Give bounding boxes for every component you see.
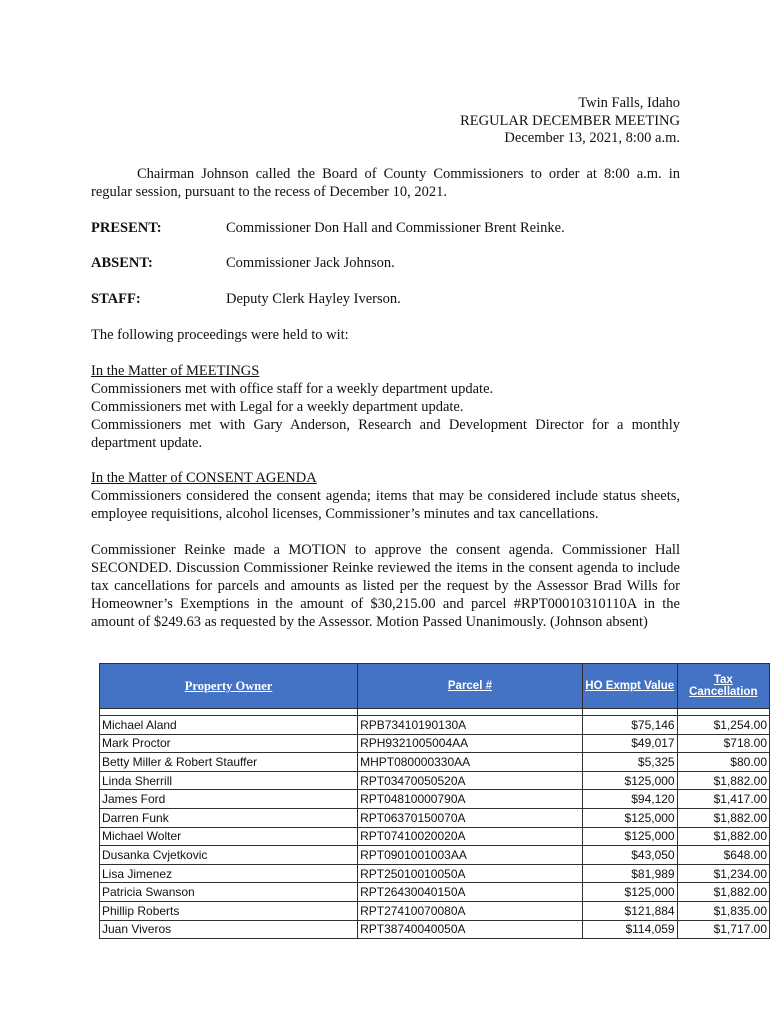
- col-header-property-owner: Property Owner: [100, 664, 358, 709]
- cell-ho-exmpt-value: $75,146: [582, 716, 677, 735]
- meetings-heading: In the Matter of MEETINGS: [91, 363, 260, 379]
- col-header-tax-cancellation: Tax Cancellation: [677, 664, 769, 709]
- absent-row: [91, 254, 395, 272]
- cell-property-owner: Lisa Jimenez: [100, 864, 358, 883]
- consent-heading: In the Matter of CONSENT AGENDA: [91, 470, 317, 486]
- cell-property-owner: Mark Proctor: [100, 734, 358, 753]
- cell-ho-exmpt-value: $49,017: [582, 734, 677, 753]
- staff-row: [91, 290, 401, 308]
- cell-ho-exmpt-value: $114,059: [582, 920, 677, 939]
- intro-paragraph: Chairman Johnson called the Board of County Commissioners to order at 8:00 a.m. in regular session, pursuant to the recess of December 10, 2021.: [91, 166, 680, 200]
- cell-ho-exmpt-value: $94,120: [582, 790, 677, 809]
- header-meeting: REGULAR DECEMBER MEETING: [460, 112, 680, 129]
- cell-tax-cancellation: $1,835.00: [677, 901, 769, 920]
- meeting-header: [460, 95, 680, 148]
- present-label: PRESENT:: [91, 220, 162, 236]
- cell-property-owner: Phillip Roberts: [100, 901, 358, 920]
- table-row: [100, 771, 770, 790]
- cell-property-owner: Patricia Swanson: [100, 883, 358, 902]
- table-header-row: [100, 664, 770, 709]
- cell-parcel: RPT03470050520A: [358, 771, 583, 790]
- table-row: [100, 827, 770, 846]
- table-spacer-row: [100, 709, 770, 716]
- cell-tax-cancellation: $1,417.00: [677, 790, 769, 809]
- cell-tax-cancellation: $1,882.00: [677, 827, 769, 846]
- table-row: [100, 846, 770, 865]
- cell-tax-cancellation: $1,882.00: [677, 883, 769, 902]
- table-row: [100, 790, 770, 809]
- meetings-section: [91, 362, 680, 452]
- cell-parcel: RPH9321005004AA: [358, 734, 583, 753]
- cell-tax-cancellation: $80.00: [677, 753, 769, 772]
- cell-ho-exmpt-value: $125,000: [582, 771, 677, 790]
- cell-property-owner: Juan Viveros: [100, 920, 358, 939]
- cell-property-owner: Darren Funk: [100, 808, 358, 827]
- cell-parcel: RPT25010010050A: [358, 864, 583, 883]
- table-row: [100, 716, 770, 735]
- motion-paragraph: Commissioner Reinke made a MOTION to approve the consent agenda. Commissioner Hall SECONDED. Discussion Commissioner Reinke reviewed the items in the consent agenda to include tax cancellations for parcels and amounts as listed per the request by the Assessor Brad Wills for Homeowner’s Exemptions in the amount of $30,215.00 and parcel #RPT00010310110A in the amount of $249.63 as requested by the Assessor. Motion Passed Unanimously. (Johnson absent): [91, 542, 680, 630]
- proceedings-intro: The following proceedings were held to wit:: [91, 327, 349, 343]
- col-header-parcel: Parcel #: [358, 664, 583, 709]
- staff-label: STAFF:: [91, 291, 141, 307]
- consent-text: Commissioners considered the consent agenda; items that may be considered include status sheets, employee requisitions, alcohol licenses, Commissioner’s minutes and tax cancellations.: [91, 488, 680, 522]
- cell-parcel: RPT38740040050A: [358, 920, 583, 939]
- cell-parcel: RPT26430040150A: [358, 883, 583, 902]
- absent-value: Commissioner Jack Johnson.: [226, 255, 395, 271]
- table-row: [100, 734, 770, 753]
- meetings-line-3: Commissioners met with Gary Anderson, Research and Development Director for a monthly department update.: [91, 417, 680, 451]
- cell-parcel: RPB73410190130A: [358, 716, 583, 735]
- meetings-line-2: Commissioners met with Legal for a weekly department update.: [91, 399, 464, 415]
- cell-parcel: RPT0901001003AA: [358, 846, 583, 865]
- staff-value: Deputy Clerk Hayley Iverson.: [226, 291, 401, 307]
- cell-property-owner: Betty Miller & Robert Stauffer: [100, 753, 358, 772]
- cell-ho-exmpt-value: $5,325: [582, 753, 677, 772]
- cell-ho-exmpt-value: $125,000: [582, 883, 677, 902]
- table-row: [100, 883, 770, 902]
- cell-tax-cancellation: $648.00: [677, 846, 769, 865]
- cell-parcel: RPT07410020020A: [358, 827, 583, 846]
- cell-parcel: RPT27410070080A: [358, 901, 583, 920]
- cell-ho-exmpt-value: $43,050: [582, 846, 677, 865]
- table-row: [100, 901, 770, 920]
- table-row: [100, 864, 770, 883]
- table-row: [100, 808, 770, 827]
- table-row: [100, 753, 770, 772]
- cell-property-owner: James Ford: [100, 790, 358, 809]
- cell-tax-cancellation: $1,254.00: [677, 716, 769, 735]
- cell-tax-cancellation: $718.00: [677, 734, 769, 753]
- header-date: December 13, 2021, 8:00 a.m.: [504, 130, 680, 146]
- cell-ho-exmpt-value: $81,989: [582, 864, 677, 883]
- cell-tax-cancellation: $1,882.00: [677, 808, 769, 827]
- present-row: [91, 219, 565, 237]
- consent-section: [91, 469, 680, 523]
- present-value: Commissioner Don Hall and Commissioner Brent Reinke.: [226, 220, 565, 236]
- cell-property-owner: Michael Aland: [100, 716, 358, 735]
- cell-tax-cancellation: $1,234.00: [677, 864, 769, 883]
- cell-ho-exmpt-value: $125,000: [582, 827, 677, 846]
- cell-ho-exmpt-value: $125,000: [582, 808, 677, 827]
- header-location: Twin Falls, Idaho: [578, 95, 680, 111]
- cell-parcel: RPT04810000790A: [358, 790, 583, 809]
- cell-ho-exmpt-value: $121,884: [582, 901, 677, 920]
- cell-property-owner: Linda Sherrill: [100, 771, 358, 790]
- cell-parcel: RPT06370150070A: [358, 808, 583, 827]
- cell-property-owner: Michael Wolter: [100, 827, 358, 846]
- tax-cancellation-table: [99, 663, 770, 939]
- meetings-line-1: Commissioners met with office staff for a weekly department update.: [91, 381, 494, 397]
- col-header-ho-exmpt-value: HO Exmpt Value: [582, 664, 677, 709]
- cell-tax-cancellation: $1,717.00: [677, 920, 769, 939]
- cell-tax-cancellation: $1,882.00: [677, 771, 769, 790]
- cell-property-owner: Dusanka Cvjetkovic: [100, 846, 358, 865]
- table-row: [100, 920, 770, 939]
- cell-parcel: MHPT080000330AA: [358, 753, 583, 772]
- absent-label: ABSENT:: [91, 255, 153, 271]
